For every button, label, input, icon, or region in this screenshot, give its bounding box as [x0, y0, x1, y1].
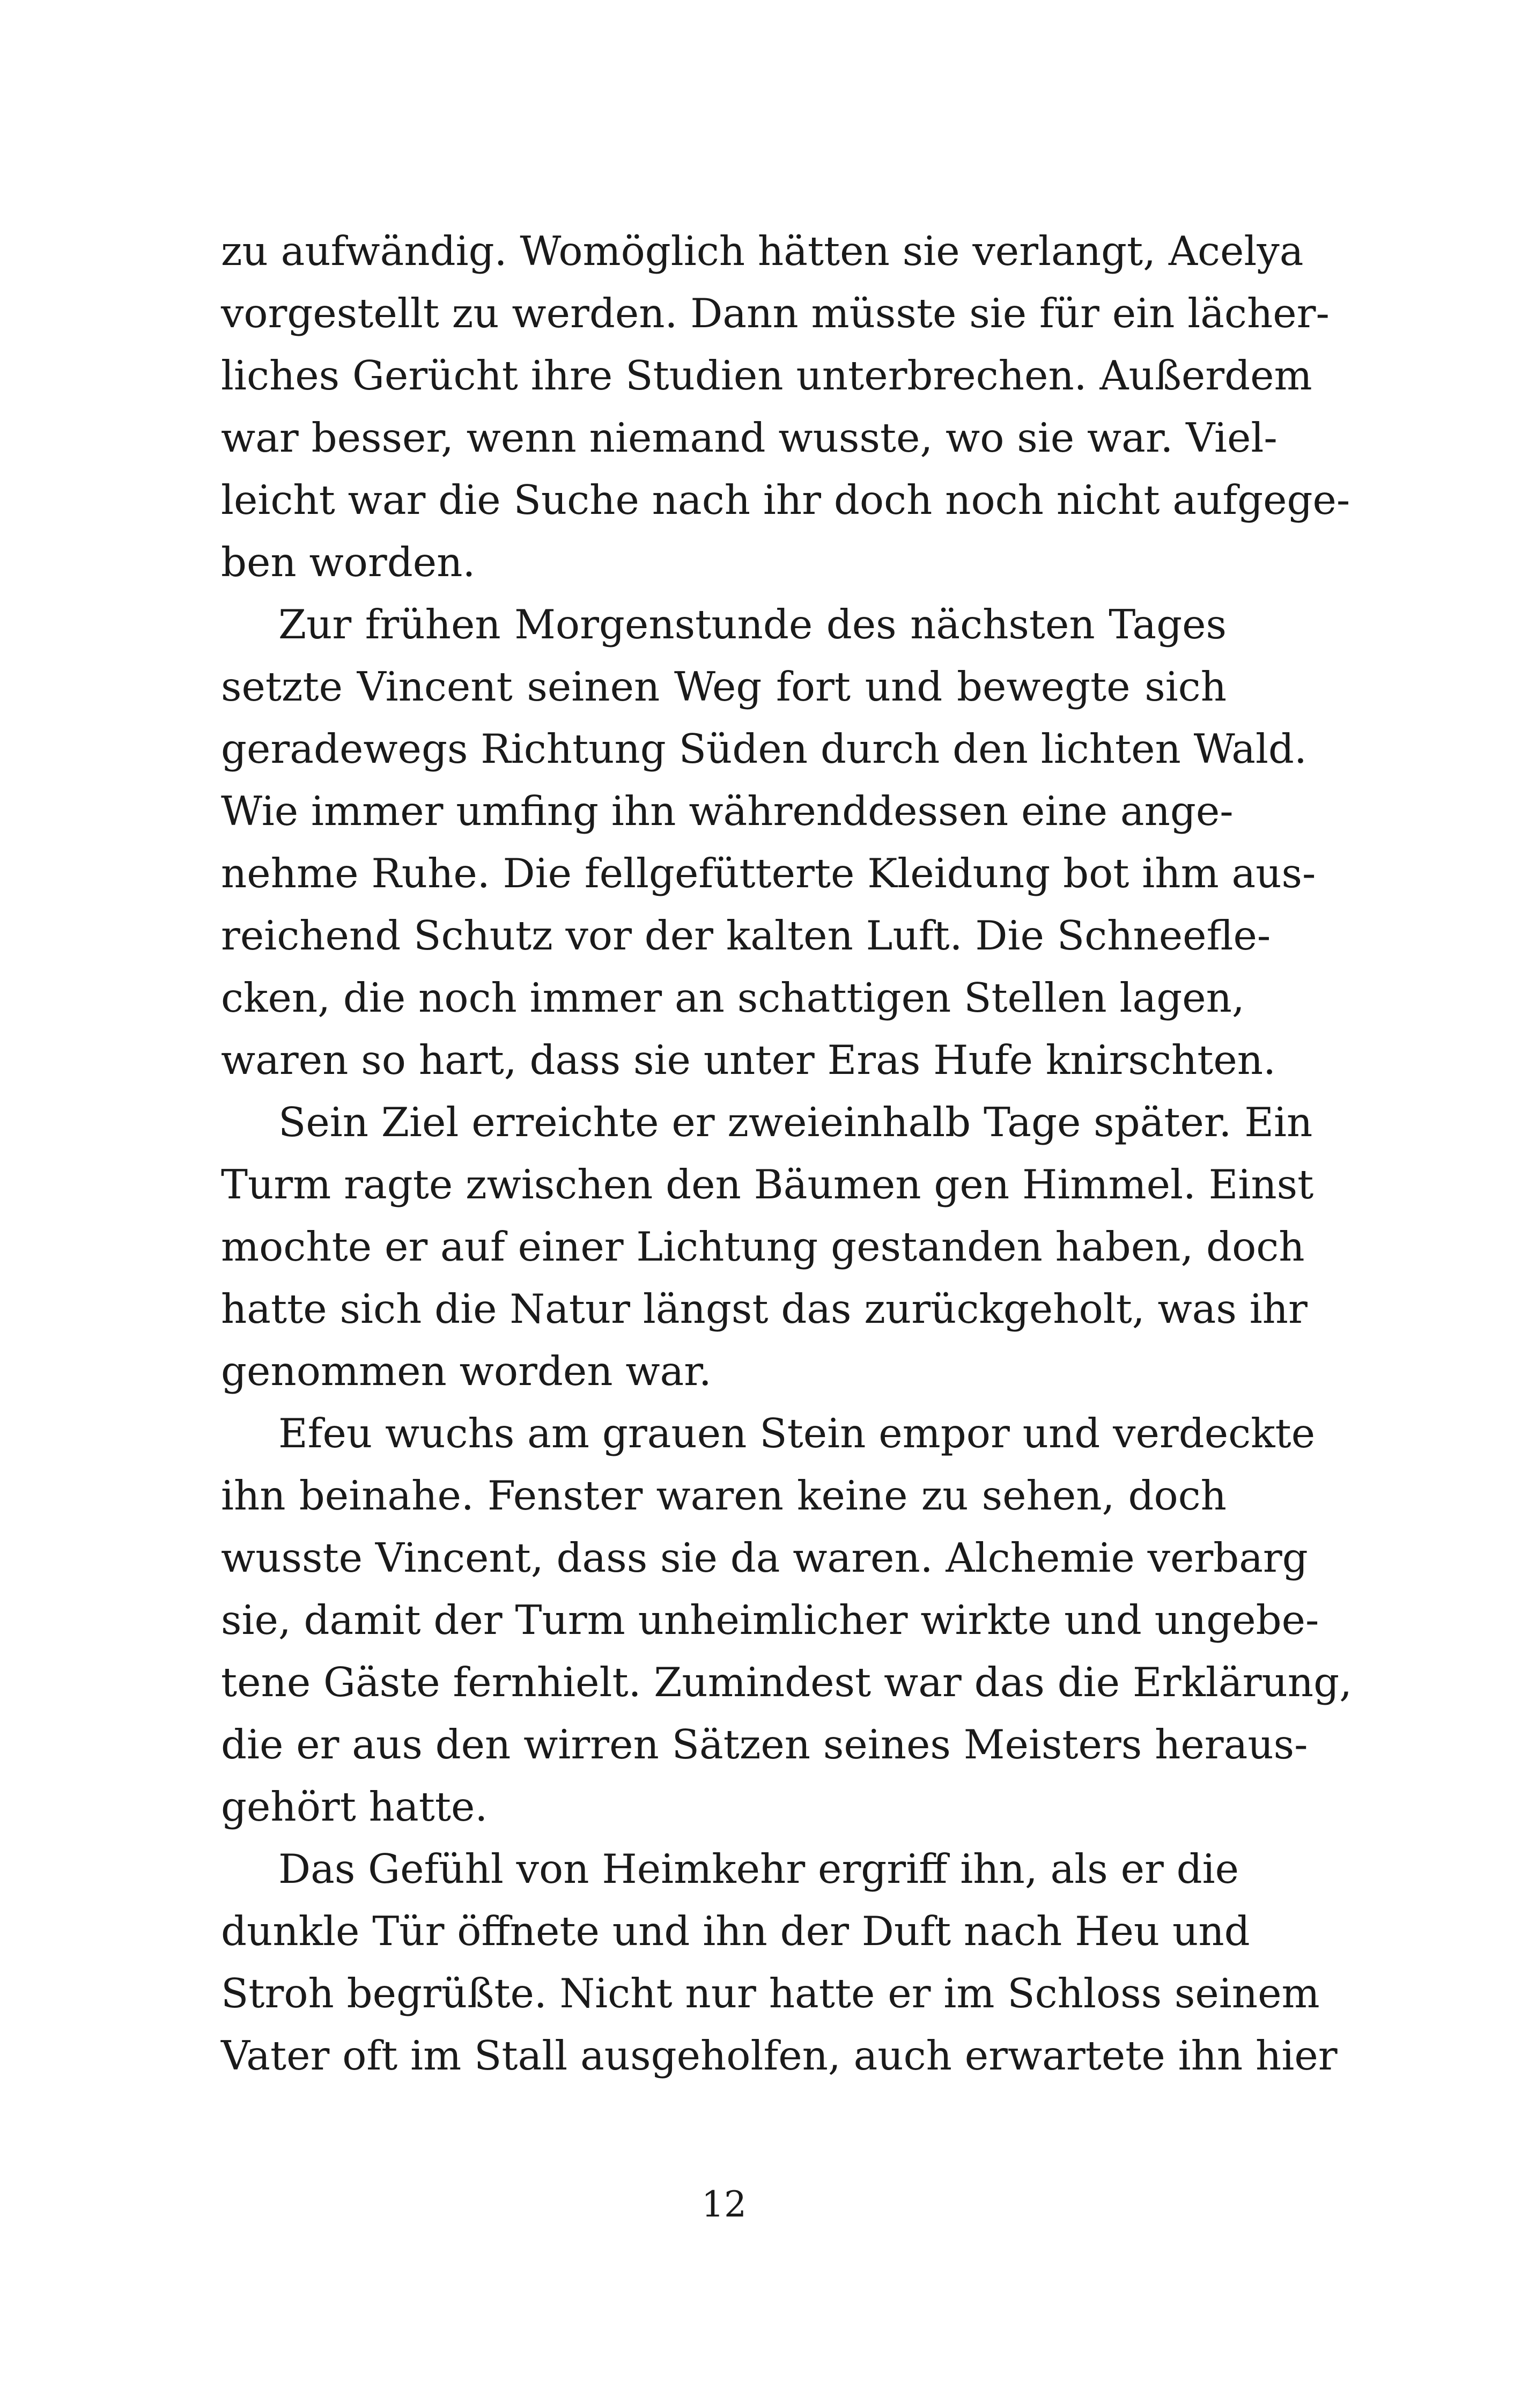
text-line: Zur frühen Morgenstunde des nächsten Tages	[278, 601, 1227, 648]
text-line: geradewegs Richtung Süden durch den lichten Wald.	[221, 725, 1307, 772]
text-line: ben worden.	[221, 539, 476, 586]
text-line: hatte sich die Natur längst das zurückgeholt, was ihr	[221, 1285, 1308, 1332]
text-line: Vater oft im Stall ausgeholfen, auch erwartete ihn hier	[221, 2032, 1338, 2079]
text-line: war besser, wenn niemand wusste, wo sie war. Viel-	[221, 414, 1278, 461]
text-line: mochte er auf einer Lichtung gestanden haben, doch	[221, 1223, 1305, 1270]
text-line: ihn beinahe. Fenster waren keine zu sehen, doch	[221, 1472, 1227, 1519]
text-line: Efeu wuchs am grauen Stein empor und verdeckte	[278, 1410, 1316, 1457]
text-line: vorgestellt zu werden. Dann müsste sie für ein lächer-	[221, 290, 1330, 337]
text-line: die er aus den wirren Sätzen seines Meisters heraus-	[221, 1721, 1308, 1768]
text-line: leicht war die Suche nach ihr doch noch nicht aufgege-	[221, 476, 1350, 524]
text-line: liches Gerücht ihre Studien unterbrechen. Außerdem	[221, 352, 1312, 399]
text-line: gehört hatte.	[221, 1783, 488, 1830]
text-line: genommen worden war.	[221, 1347, 712, 1395]
text-line: Turm ragte zwischen den Bäumen gen Himmel. Einst	[221, 1161, 1314, 1208]
text-line: Sein Ziel erreichte er zweieinhalb Tage später. Ein	[278, 1099, 1313, 1146]
text-line: nehme Ruhe. Die fellgefütterte Kleidung bot ihm aus-	[221, 850, 1316, 897]
text-line: setzte Vincent seinen Weg fort und bewegte sich	[221, 663, 1227, 710]
text-line: reichend Schutz vor der kalten Luft. Die Schneefle-	[221, 912, 1271, 959]
text-line: dunkle Tür öffnete und ihn der Duft nach Heu und	[221, 1908, 1250, 1955]
text-line: wusste Vincent, dass sie da waren. Alchemie verbarg	[221, 1534, 1308, 1581]
text-line: Stroh begrüßte. Nicht nur hatte er im Schloss seinem	[221, 1970, 1320, 2017]
text-line: sie, damit der Turm unheimlicher wirkte und ungebe-	[221, 1596, 1319, 1644]
page-number: 12	[702, 2184, 747, 2225]
text-line: Das Gefühl von Heimkehr ergriff ihn, als er die	[278, 1845, 1239, 1892]
text-line: cken, die noch immer an schattigen Stellen lagen,	[221, 974, 1245, 1021]
text-line: zu aufwändig. Womöglich hätten sie verlangt, Acelya	[221, 227, 1304, 275]
body-text	[221, 220, 1352, 2087]
text-line: tene Gäste fernhielt. Zumindest war das die Erklärung,	[221, 1659, 1352, 1706]
text-line: Wie immer umfing ihn währenddessen eine ange-	[221, 787, 1234, 835]
text-line: waren so hart, dass sie unter Eras Hufe knirschten.	[221, 1036, 1276, 1084]
